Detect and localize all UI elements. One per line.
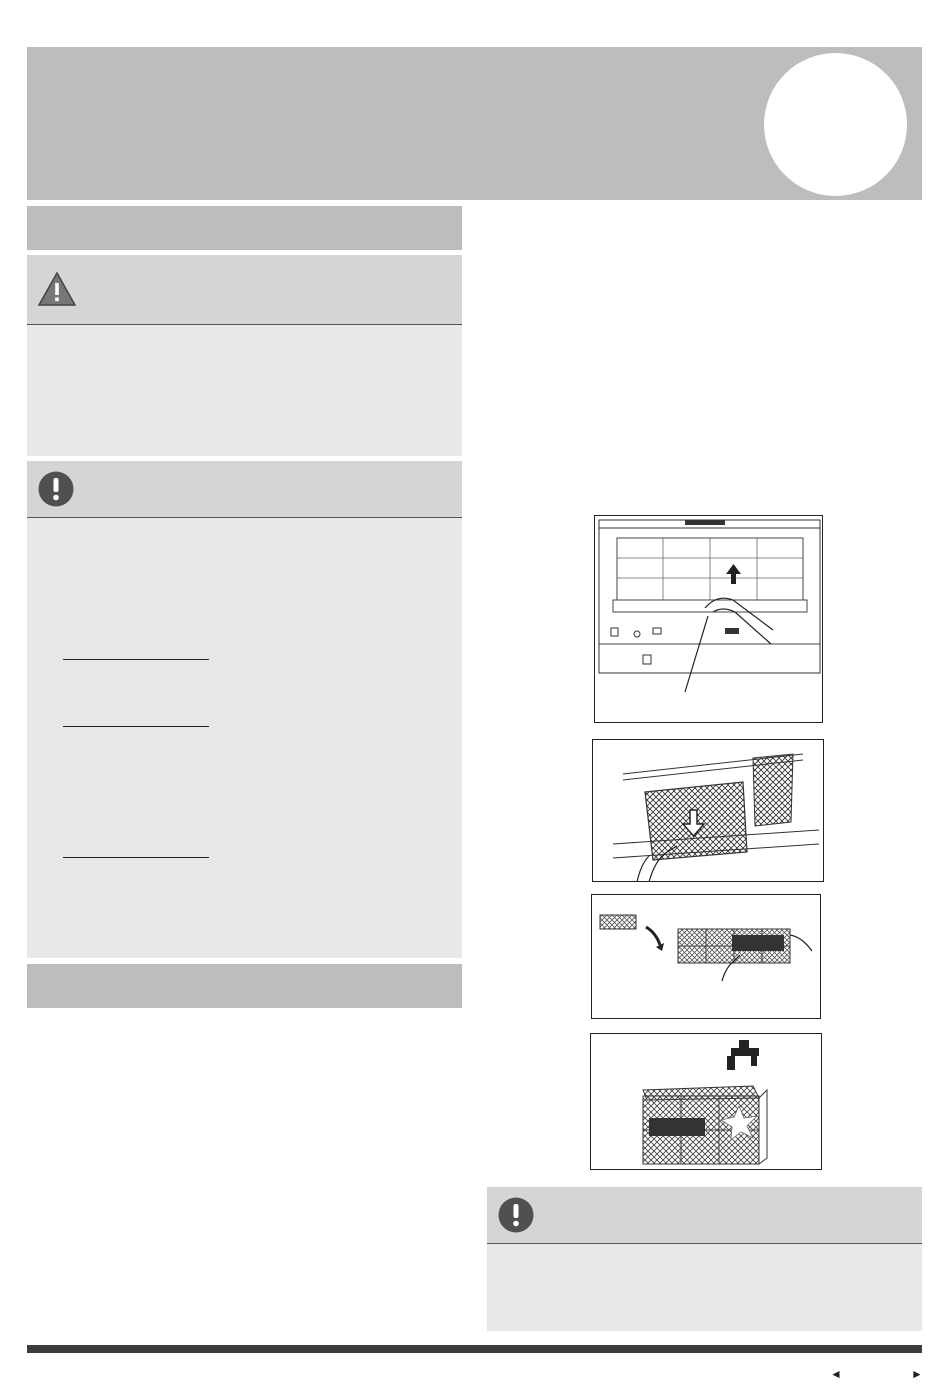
caution-item-underline	[63, 857, 209, 858]
caution-box-header	[27, 461, 462, 517]
section-bar-top	[27, 206, 462, 250]
warning-triangle-icon	[37, 271, 77, 307]
section-bar-bottom	[27, 964, 462, 1008]
wash-filter-illustration	[590, 1033, 822, 1170]
caution-item-underline	[63, 726, 209, 727]
caution-box-body	[27, 518, 462, 958]
note-box-body	[487, 1244, 922, 1331]
caution-item-underline	[63, 659, 209, 660]
detach-filter-illustration	[591, 894, 821, 1019]
footer-bar	[27, 1345, 922, 1353]
exclamation-circle-icon	[37, 470, 75, 508]
exclamation-circle-icon	[497, 1196, 535, 1234]
warning-box-body	[27, 325, 462, 456]
header-badge-circle	[764, 53, 907, 196]
next-page-button[interactable]: ►	[911, 1367, 923, 1381]
remove-air-filter-illustration	[592, 739, 824, 882]
previous-page-button[interactable]: ◄	[830, 1367, 842, 1381]
warning-box-header	[27, 255, 462, 324]
note-box-header	[487, 1187, 922, 1243]
lift-front-panel-illustration	[594, 515, 823, 723]
